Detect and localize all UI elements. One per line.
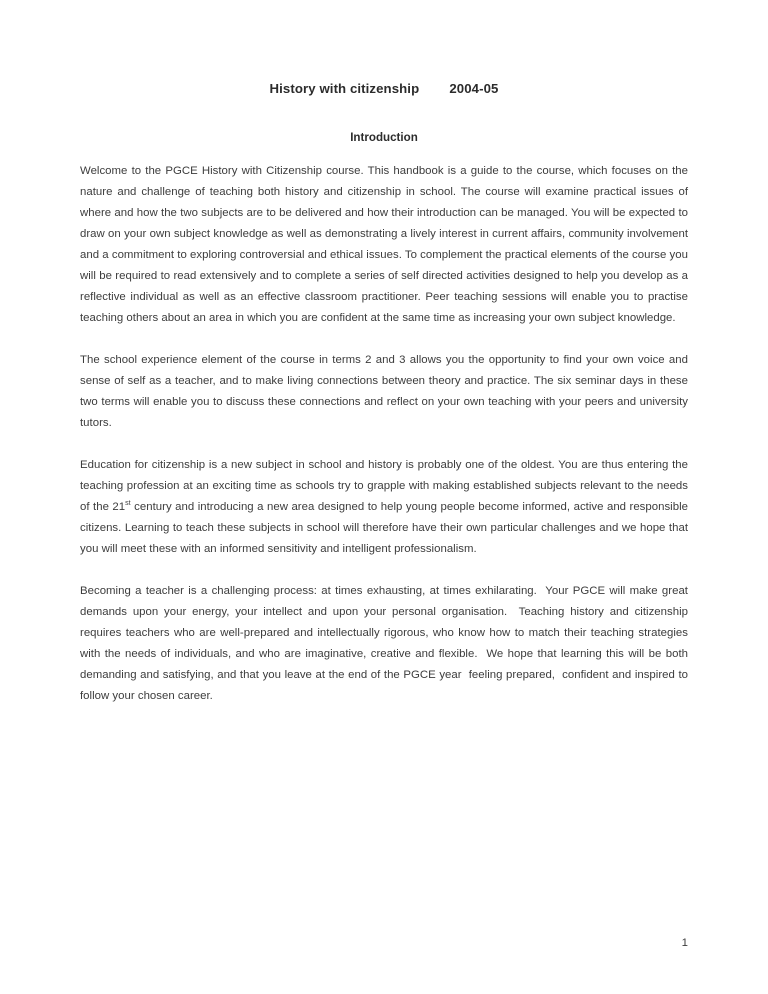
section-heading-introduction: Introduction	[350, 131, 418, 144]
paragraph-education-citizenship-text-part-2: century and introducing a new area designed to help young people become informed, active and responsible citizens. Learning to teach these subjects in school will therefore have their own particular challenges and we hope that you will meet these with an informed sensitivity and intelligent professionalism.	[80, 501, 692, 555]
paragraph-school-experience: The school experience element of the course in terms 2 and 3 allows you the opportunity to find your own voice and sense of self as a teacher, and to make living connections between theory and practice. The six seminar days in these two terms will enable you to discuss these connections and reflect on your own teaching with your peers and university tutors.	[80, 354, 692, 429]
paragraph-education-citizenship-text-part-1: Education for citizenship is a new subject in school and history is probably one of the oldest. You are thus entering the teaching profession at an exciting time as schools try to grapple with making established subjects relevant to the needs of the 21	[80, 459, 692, 513]
ordinal-suffix-superscript: st	[125, 500, 131, 508]
paragraph-becoming-a-teacher: Becoming a teacher is a challenging process: at times exhausting, at times exhilarating. Your PGCE will make great demands upon your energy, your intellect and upon your personal organisation. Teaching history and citizenship requires teachers who are well-prepared and intellectually rigorous, who know how to match their teaching strategies with the needs of individuals, and who are imaginative, creative and flexible. We hope that learning this will be both demanding and satisfying, and that you leave at the end of the PGCE year feeling prepared, confident and inspired to follow your chosen career.	[80, 585, 692, 702]
page-title: History with citizenship 2004-05	[269, 81, 499, 96]
page-number-footer: 1	[681, 937, 688, 949]
document-body	[80, 78, 692, 707]
paragraph-welcome: Welcome to the PGCE History with Citizenship course. This handbook is a guide to the course, which focuses on the nature and challenge of teaching both history and citizenship in school. The course will examine practical issues of where and how the two subjects are to be delivered and how their introduction can be managed. You will be expected to draw on your own subject knowledge as well as demonstrating a lively interest in current affairs, community involvement and a commitment to exploring controversial and ethical issues. To complement the practical elements of the course you will be required to read extensively and to complete a series of self directed activities designed to help you develop as a reflective individual as well as an effective classroom practitioner. Peer teaching sessions will enable you to practise teaching others about an area in which you are confident at the same time as increasing your own subject knowledge.	[80, 165, 692, 324]
paragraph-education-citizenship	[80, 455, 692, 560]
